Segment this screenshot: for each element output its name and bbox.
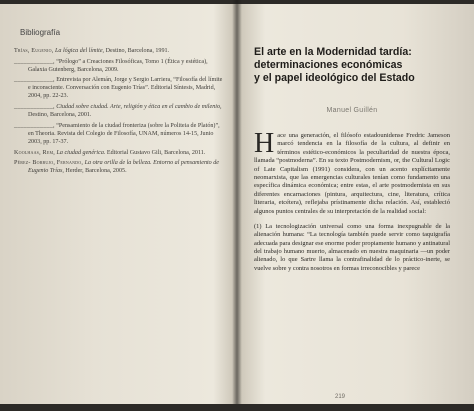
bibliography-entry	[14, 122, 226, 146]
bibliography-heading: Bibliografía	[20, 28, 61, 37]
chapter-title-line: determinaciones económicas	[254, 59, 403, 71]
entry-author: ____________,	[14, 58, 55, 65]
drop-cap: H	[254, 128, 275, 159]
entry-details: “Pensamiento de la ciudad fronteriza (sobre la Politeia de Platón)”, en Theoria. Revista del Colegio de Filosofía, UNAM, números 14-15, Junio 2003, pp. 17-37.	[28, 122, 220, 145]
entry-details: Herder, Barcelona, 2005.	[63, 168, 127, 175]
entry-author: ____________,	[14, 104, 55, 111]
entry-author: ____________,	[14, 122, 55, 129]
bibliography-entry	[14, 159, 226, 175]
entry-title: La ciudad genérica.	[56, 149, 106, 156]
body-text: ace una generación, el filósofo estadounidense Fredric Jameson marcó tendencia en la filosofía de la cultura, al definir en términos estético-económicos la peculiaridad de nuestra época, llamada “postmoderna”. En su texto Postmodernism, or, the Cultural Logic of Late Capitalism (1991) considera, con un acento explícitamente neomarxista, que las emergencias culturales tenían como fundamento una específica dinámica económica; entre estas, el arte postmodernista en sus diferentes encarnaciones (pintura, arquitectura, cine, literatura, crítica literaria, etcétera), reflejaba prístinamente dicha relación. Así, estableció algunos puntos centrales de su interpretación de la realidad social:	[254, 132, 450, 215]
entry-author: Trías, Eugenio,	[14, 48, 54, 54]
chapter-title-line: y el papel ideológico del Estado	[254, 72, 415, 84]
book-gutter	[232, 0, 242, 411]
entry-title: La otra orilla de la belleza. Entorno al pensamiento de Eugenio Trías,	[28, 160, 220, 175]
entry-author: ____________,	[14, 77, 55, 84]
left-page	[14, 28, 226, 178]
bibliography-entry	[14, 149, 226, 157]
entry-details: Destino, Barcelona, 2001.	[28, 112, 92, 119]
entry-title: La lógica del límite,	[55, 48, 105, 54]
bottom-edge	[0, 404, 474, 411]
bibliography-entry	[14, 47, 226, 55]
entry-author: Pérez- Borbujo, Fernando,	[14, 160, 84, 167]
entry-details: “Prólogo” a Creaciones Filosóficas, Tomo 1 (Ética y estética), Galaxia Gutenberg, Barcelona, 2009.	[28, 58, 208, 73]
chapter-author: Manuel Guillén	[326, 107, 378, 114]
body-paragraph	[254, 128, 450, 216]
bibliography-entry	[14, 58, 226, 74]
bibliography-entry	[14, 76, 226, 100]
chapter-title-line: El arte en la Modernidad tardía:	[254, 46, 412, 58]
entry-details: Entrevista por Alemán, Jorge y Sergio Larriera, “Filosofía del límite e inconsciente. Conversación con Eugenio Trías”. Editorial Síntesis, Madrid, 2004, pp. 22-23.	[28, 77, 223, 100]
right-page	[254, 46, 450, 273]
entry-details: Destino, Barcelona, 1991.	[104, 48, 170, 54]
page-number: 219	[335, 394, 346, 400]
quoted-point: (1) La tecnologización universal como una forma inexpugnable de la alienación humana: “La tecnología también puede servir como taquigrafía adecuada para designar ese enorme poder propiamente humano y antinatural del trabajo humano muerto, almacenado en nuestra maquinaria —un poder alienado, lo que Sartre llama la contrafinalidad de lo práctico-inerte, se vuelve sobre y contra nosotros en formas irreconocibles y parece	[254, 223, 450, 272]
bibliography-entry	[14, 103, 226, 119]
entry-author: Koolhaas, Rem,	[14, 149, 55, 156]
entry-title: Ciudad sobre ciudad. Arte, religión y ética en el cambio de milenio,	[56, 104, 222, 111]
entry-details: Editorial Gustavo Gili, Barcelona, 2011.	[105, 149, 206, 156]
